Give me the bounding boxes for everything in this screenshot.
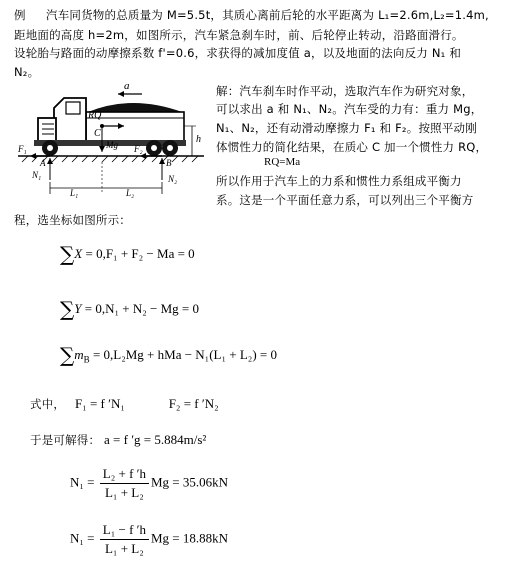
solution-line-8: 程，选坐标如图所示： (14, 213, 131, 227)
problem-line-2: 距地面的高度 h=2m，如图所示，汽车紧急刹车时，前、后轮停止转动，沿路面滑行。 (14, 28, 464, 42)
label-point-b: B (166, 158, 172, 168)
label-rq: RQ (88, 110, 102, 121)
label-f2: F₂ (134, 144, 143, 154)
solution-line-2: 可以求出 a 和 N₁、N₂。汽车受的力有：重力 Mg， (216, 102, 483, 116)
label-point-a: A (40, 158, 46, 168)
equation-sum-y: ∑Y = 0,N₁ + N₂ − Mg = 0 (60, 297, 199, 321)
label-n2: N₂ (168, 174, 178, 184)
equation-sum-x: ∑X = 0,F₁ + F₂ − Ma = 0 (60, 242, 195, 266)
label-h: h (196, 134, 201, 145)
cargo-load (88, 103, 182, 112)
problem-label: 例 (14, 8, 26, 22)
sigma-symbol: ∑ (60, 297, 75, 321)
equation-n2: N₁ = $\frac{\text{L₁ − f ′h}}{\text{L₁ + L₂}}$ Mg = 18.88kN (70, 522, 229, 556)
problem-line-4: N₂。 (14, 65, 40, 79)
label-f1: F₁ (18, 144, 27, 154)
solution-line-1: 解：汽车刹车时作平动，选取汽车作为研究对象， (216, 84, 474, 98)
sigma-symbol: ∑ (60, 242, 75, 266)
solution-line-3: N₁、N₂，还有动滑动摩擦力 F₁ 和 F₂。按照平动刚 (216, 121, 477, 135)
fraction-n2: $\frac{\text{L₁ − f ′h}}{\text{L₁ + L₂}}$ (100, 522, 149, 557)
solve-line: 于是可解得： a = f ′g = 5.884m/s² (30, 432, 207, 447)
where-line: 式中， F₁ = f ′N₁ F₂ = f ′N₂ (30, 396, 219, 411)
solution-line-5: RQ=Ma (264, 156, 301, 168)
equation-moment-b: $\sum m_B = 0,L_2Mg$ + hMa − N₁(L₁ + L₂) = 0 (60, 343, 277, 367)
solution-line-4: 体惯性力的简化结果，在质心 C 加一个惯性力 RQ， (216, 140, 488, 154)
solution-line-6: 所以作用于汽车上的力系和惯性力系组成平衡力 (216, 174, 462, 188)
label-c: C (94, 128, 101, 139)
label-a: a (124, 80, 130, 92)
label-l2: L₂ (126, 188, 135, 198)
label-n1: N₁ (32, 170, 42, 180)
equation-n1: N₁ = $\frac{\text{L₂ + f ′h}}{\text{L₁ + L₂}}$ Mg = 35.06kN (70, 466, 229, 500)
fraction-n1: $\frac{\text{L₂ + f ′h}}{\text{L₁ + L₂}}$ (100, 466, 149, 501)
solution-line-7: 系。这是一个平面任意力系，可以列出三个平衡方 (216, 193, 474, 207)
problem-line-3: 设轮胎与路面的动摩擦系数 f'=0.6，求获得的减加度值 a，以及地面的法向反力 N₁ 和 (14, 46, 462, 60)
label-l1: L₁ (70, 188, 79, 198)
label-mg: Mg (106, 140, 118, 150)
truck-figure (14, 82, 206, 200)
problem-line-1: 汽车同货物的总质量为 M=5.5t，其质心离前后轮的水平距离为 L₁=2.6m,L₂=1.4m, (46, 8, 489, 22)
sigma-symbol: ∑ (60, 343, 75, 367)
